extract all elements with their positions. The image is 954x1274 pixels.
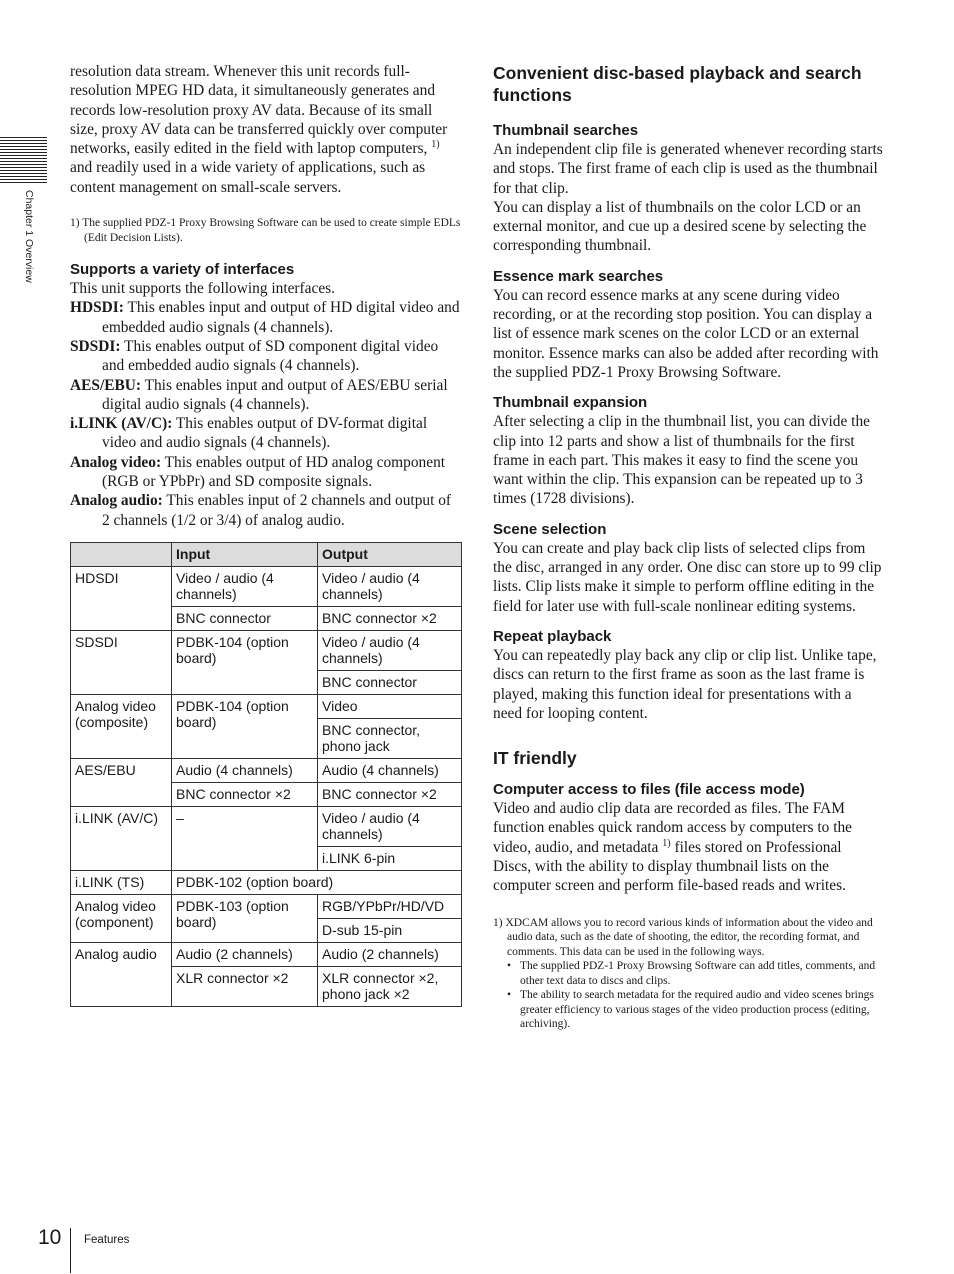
table-cell: PDBK-103 (option board): [172, 894, 318, 942]
bullet-text: The ability to search metadata for the required audio and video scenes brings greater efficiency to various stages of the video production process (editing, archiving).: [520, 989, 874, 1031]
table-cell: XLR connector ×2, phono jack ×2: [318, 966, 462, 1006]
file-access-footnote-ref: 1): [662, 837, 671, 849]
table-row: [71, 870, 462, 894]
scene-selection-heading: Scene selection: [493, 520, 607, 538]
table-row: [71, 806, 462, 846]
table-cell: BNC connector: [318, 670, 462, 694]
interface-item: [70, 453, 462, 492]
interfaces-intro: This unit supports the following interfaces.: [70, 280, 336, 298]
table-cell: BNC connector ×2: [318, 782, 462, 806]
interface-term: Analog video:: [70, 453, 162, 471]
table-cell: Analog video (composite): [71, 694, 172, 758]
table-row: [71, 694, 462, 718]
interface-desc: This enables input and output of HD digital video and embedded audio signals (4 channels).: [102, 299, 460, 336]
table-row: [71, 630, 462, 670]
section-paragraph: An independent clip file is generated whenever recording starts and stops. The first frame of each clip is used as the thumbnail for that clip.: [493, 141, 883, 197]
interface-item: [70, 376, 462, 415]
table-cell: HDSDI: [71, 566, 172, 630]
chapter-label: Chapter 1 Overview: [23, 190, 35, 283]
bullet-text: The supplied PDZ-1 Proxy Browsing Software can add titles, comments, and other text data to discs and clips.: [520, 960, 876, 987]
interface-term: HDSDI:: [70, 299, 124, 317]
interface-item: [70, 298, 462, 337]
interface-item: [70, 414, 462, 453]
essence-mark-heading: Essence mark searches: [493, 267, 664, 285]
table-cell: Audio (2 channels): [318, 942, 462, 966]
interface-item: [70, 491, 462, 530]
section-paragraph: After selecting a clip in the thumbnail list, you can divide the clip into 12 parts and show a list of thumbnails for the first frame in each part. This makes it easy to find the scene you want within the clip. This expansion can be repeated up to 3 times (1728 divisions).: [493, 413, 870, 508]
footnote-bullet: [493, 959, 883, 988]
table-cell: BNC connector ×2: [318, 606, 462, 630]
intro-text: resolution data stream. Whenever this unit records full-resolution MPEG HD data, it simultaneously generates and records low-resolution proxy AV data. Because of its small size, proxy AV data can be transferred quickly over computer networks, easily edited in the field with laptop computers,: [70, 63, 448, 158]
table-row: [71, 894, 462, 918]
table-cell: i.LINK (TS): [71, 870, 172, 894]
table-row: [71, 758, 462, 782]
interfaces-list: [70, 298, 462, 530]
interfaces-table: [70, 542, 462, 1007]
table-cell: Audio (2 channels): [172, 942, 318, 966]
table-cell: D-sub 15-pin: [318, 918, 462, 942]
table-row: [71, 566, 462, 606]
interface-desc: This enables output of DV-format digital video and audio signals (4 channels).: [102, 415, 428, 452]
table-header-cell: Input: [172, 542, 318, 566]
left-footnote: 1) The supplied PDZ-1 Proxy Browsing Software can be used to create simple EDLs (Edit Decision Lists).: [70, 217, 461, 244]
table-header-cell: Output: [318, 542, 462, 566]
table-header-row: [71, 542, 462, 566]
intro-text-tail: and readily used in a wide variety of applications, such as content management on small-scale servers.: [70, 159, 426, 196]
interfaces-heading: Supports a variety of interfaces: [70, 261, 295, 279]
table-cell: Video / audio (4 channels): [318, 630, 462, 670]
file-access-heading: Computer access to files (file access mode): [493, 781, 805, 799]
interface-item: [70, 337, 462, 376]
table-cell: RGB/YPbPr/HD/VD: [318, 894, 462, 918]
file-access-paragraph: [493, 799, 883, 895]
table-cell: BNC connector ×2: [172, 782, 318, 806]
file-access-text-tail: files stored on Professional Discs, with the ability to display thumbnail lists on the computer screen and perform file-based reads and writes.: [493, 838, 846, 895]
section-paragraph: You can display a list of thumbnails on the color LCD or an external monitor, and cue up a desired scene by selecting the corresponding thumbnail.: [493, 198, 867, 255]
right-column: [493, 62, 883, 1032]
intro-footnote-ref: 1): [431, 139, 440, 151]
table-cell: BNC connector: [172, 606, 318, 630]
interface-term: Analog audio:: [70, 492, 163, 510]
table-row: [71, 942, 462, 966]
page-number: 10: [38, 1226, 62, 1249]
table-cell: PDBK-104 (option board): [172, 630, 318, 694]
footnote-bullet: [493, 988, 883, 1032]
it-friendly-heading: IT friendly: [493, 748, 577, 769]
table-cell: Analog video (component): [71, 894, 172, 942]
interface-term: AES/EBU:: [70, 376, 141, 394]
table-cell: PDBK-104 (option board): [172, 694, 318, 758]
table-cell: Analog audio: [71, 942, 172, 1006]
thumbnail-expansion-heading: Thumbnail expansion: [493, 394, 648, 412]
table-cell: Audio (4 channels): [172, 758, 318, 782]
interface-desc: This enables input of 2 channels and output of 2 channels (1/2 or 3/4) of analog audio.: [102, 492, 452, 529]
table-cell: BNC connector, phono jack: [318, 718, 462, 758]
footer-divider: [70, 1228, 71, 1273]
interface-desc: This enables output of HD analog component (RGB or YPbPr) and SD composite signals.: [102, 453, 446, 491]
interface-desc: This enables input and output of AES/EBU serial digital audio signals (4 channels).: [102, 376, 448, 413]
table-cell: AES/EBU: [71, 758, 172, 806]
right-footnote: 1) XDCAM allows you to record various kinds of information about the video and audio data, such as the date of shooting, the editor, the recording format, and comments. This data can be used in the following ways.: [493, 916, 873, 958]
table-cell: –: [172, 806, 318, 870]
thumbnail-searches-heading: Thumbnail searches: [493, 122, 639, 139]
table-cell: Video / audio (4 channels): [318, 566, 462, 606]
bullet-mark: •: [507, 989, 512, 1002]
interface-term: i.LINK (AV/C):: [70, 415, 173, 433]
chapter-tab-stripes: [0, 137, 47, 185]
interface-term: SDSDI:: [70, 337, 121, 355]
table-cell: Audio (4 channels): [318, 758, 462, 782]
file-access-text: Video and audio clip data are recorded as files. The FAM function enables quick random access by computers to the video, audio, and metadata: [493, 800, 853, 856]
table-cell: XLR connector ×2: [172, 966, 318, 1006]
footer-section-label: Features: [84, 1234, 130, 1246]
table-cell: i.LINK 6-pin: [318, 846, 462, 870]
interface-desc: This enables output of SD component digital video and embedded audio signals (4 channels).: [102, 337, 439, 375]
section-paragraph: You can create and play back clip lists of selected clips from the disc, arranged in any order. One disc can store up to 99 clip lists. Clip lists make it simple to perform offline editing in the field for later use with full-scale nonlinear editing systems.: [493, 539, 882, 615]
intro-paragraph: [70, 62, 462, 197]
table-header-cell: [71, 542, 172, 566]
left-column: [70, 62, 462, 1007]
disc-functions-heading: Convenient disc-based playback and search functions: [493, 63, 862, 105]
section-paragraph: You can record essence marks at any scene during video recording, or at the recording stop position. You can display a list of essence mark scenes on the color LCD or an external monitor. Essence marks can also be added after recording with the supplied PDZ-1 Proxy Browsing Software.: [493, 286, 879, 381]
table-cell: SDSDI: [71, 630, 172, 694]
table-cell: PDBK-102 (option board): [172, 870, 462, 894]
repeat-playback-heading: Repeat playback: [493, 627, 612, 645]
table-cell: Video / audio (4 channels): [318, 806, 462, 846]
table-cell: Video: [318, 694, 462, 718]
table-cell: Video / audio (4 channels): [172, 566, 318, 606]
table-cell: i.LINK (AV/C): [71, 806, 172, 870]
bullet-mark: •: [507, 960, 512, 973]
section-paragraph: You can repeatedly play back any clip or clip list. Unlike tape, discs can return to the first frame as soon as the last frame is played, making this function ideal for presentations with a need for looping content.: [493, 646, 877, 722]
